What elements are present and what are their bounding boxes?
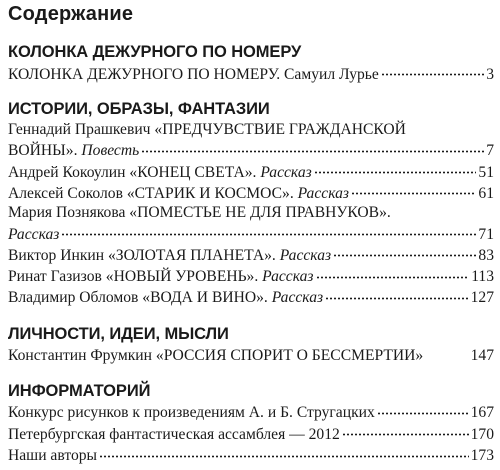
dot-leader — [99, 444, 469, 460]
toc-section — [8, 99, 494, 308]
page-number: 173 — [470, 446, 494, 464]
section-heading: ИНФОРМАТОРИЙ — [8, 381, 151, 400]
entry-genre: Рассказ — [262, 267, 314, 285]
page-number: 61 — [478, 184, 494, 202]
toc-entry[interactable] — [8, 161, 494, 182]
dot-leader — [316, 265, 470, 281]
toc-entry[interactable] — [8, 423, 494, 444]
entry-text: Конкурс рисунков к произведениям А. и Б. Стругацких — [8, 404, 375, 422]
dot-leader — [141, 140, 484, 156]
page-number: 127 — [470, 289, 494, 307]
leader-gap — [423, 345, 470, 361]
section-heading: КОЛОНКА ДЕЖУРНОГО ПО НОМЕРУ — [8, 43, 302, 61]
page-number: 147 — [470, 347, 494, 365]
toc-entry[interactable] — [8, 182, 494, 203]
entry-text: ВОЙНЫ». — [8, 142, 82, 160]
page-number: 167 — [470, 404, 494, 422]
entry-text: Мария Познякова «ПОМЕСТЬЕ НЕ ДЛЯ ПРАВНУКОВ». — [8, 204, 391, 222]
entry-text: Виктор Инкин «ЗОЛОТАЯ ПЛАНЕТА». — [8, 246, 280, 264]
toc-section — [8, 381, 494, 466]
entry-text: КОЛОНКА ДЕЖУРНОГО ПО НОМЕРУ. Самуил Лурье — [8, 65, 379, 83]
dot-leader — [314, 161, 477, 177]
toc-entry[interactable] — [8, 203, 494, 244]
page-number: 113 — [471, 267, 494, 285]
dot-leader — [61, 223, 476, 239]
page-number: 170 — [470, 425, 494, 443]
toc-entry[interactable] — [8, 244, 494, 265]
entry-text: Геннадий Прашкевич «ПРЕДЧУВСТВИЕ ГРАЖДАНСКОЙ — [8, 121, 406, 139]
entry-genre: Рассказ — [297, 184, 349, 202]
dot-leader — [351, 182, 476, 198]
entry-text: Ринат Газизов «НОВЫЙ УРОВЕНЬ». — [8, 267, 263, 285]
page-number: 51 — [478, 163, 494, 181]
dot-leader — [342, 423, 469, 439]
entry-text: Владимир Обломов «ВОДА И ВИНО». — [8, 289, 272, 307]
toc-section — [8, 324, 494, 366]
toc-entry[interactable] — [8, 444, 494, 465]
section-heading: ЛИЧНОСТИ, ИДЕИ, МЫСЛИ — [8, 324, 229, 343]
dot-leader — [333, 244, 476, 260]
page-number: 71 — [478, 225, 494, 243]
toc-entry[interactable] — [8, 287, 494, 308]
toc-page — [8, 0, 494, 465]
toc-entry[interactable] — [8, 120, 494, 161]
page-number: 83 — [478, 246, 494, 264]
page-number: 7 — [486, 142, 494, 160]
entry-text: Алексей Соколов «СТАРИК И КОСМОС». — [8, 184, 298, 202]
entry-text: Петербургская фантастическая ассамблея — 2012 — [8, 425, 340, 443]
entry-genre: Рассказ — [8, 225, 60, 243]
toc-entry[interactable] — [8, 345, 494, 366]
toc-section — [8, 42, 494, 84]
toc-title: Содержание — [8, 3, 134, 25]
entry-genre: Рассказ — [271, 289, 324, 307]
entry-text: Константин Фрумкин «РОССИЯ СПОРИТ О БЕССМЕРТИИ» — [8, 347, 424, 365]
dot-leader — [325, 287, 469, 303]
toc-entry[interactable] — [8, 63, 494, 84]
section-heading: ИСТОРИИ, ОБРАЗЫ, ФАНТАЗИИ — [8, 100, 270, 119]
entry-text: Наши авторы — [8, 446, 98, 464]
entry-genre: Повесть — [81, 142, 140, 160]
entry-genre: Рассказ — [279, 246, 332, 264]
entry-text: Андрей Кокоулин «КОНЕЦ СВЕТА». — [8, 163, 261, 181]
entry-genre: Рассказ — [260, 163, 312, 181]
toc-entry[interactable] — [8, 265, 494, 286]
page-number: 3 — [486, 65, 494, 83]
dot-leader — [377, 402, 469, 418]
toc-entry[interactable] — [8, 402, 494, 423]
dot-leader — [381, 63, 484, 79]
